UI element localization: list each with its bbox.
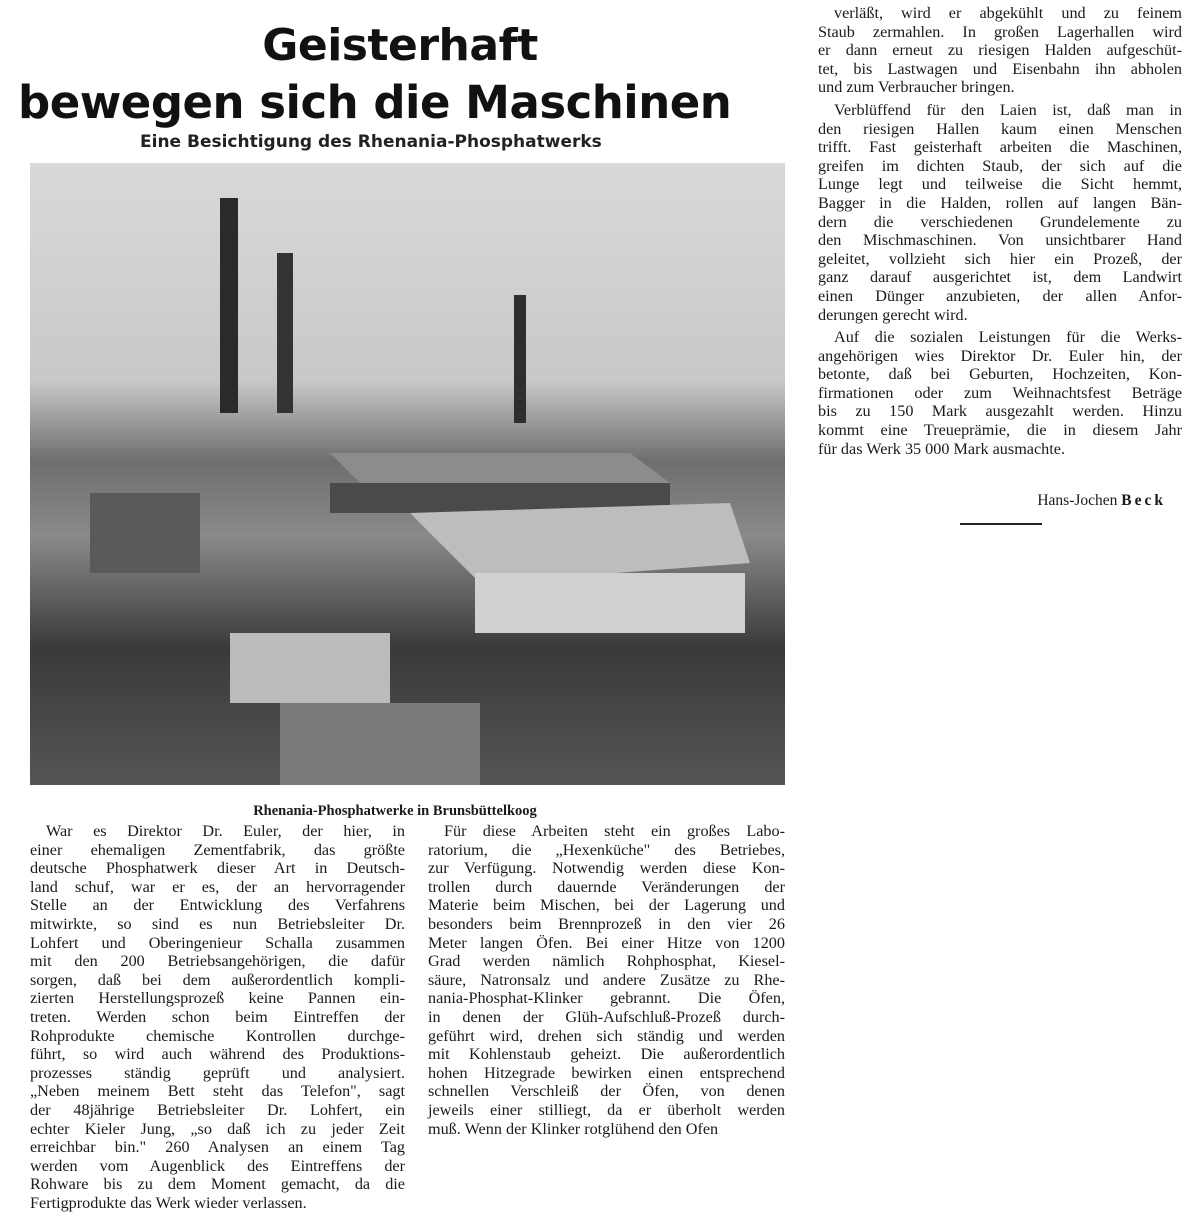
byline: [818, 492, 1166, 510]
text-line: Meter langen Öfen. Bei einer Hitze von 1200: [428, 933, 785, 952]
text-line: Materie beim Mischen, bei der Lagerung und: [428, 896, 785, 915]
text-line: bis zu 150 Mark ausgezahlt werden. Hinzu: [818, 402, 1182, 421]
text-line: den Mischmaschinen. Von unsichtbarer Hand: [818, 231, 1182, 250]
text-line: deutsche Phosphatwerk dieser Art in Deutsch-: [30, 859, 405, 878]
paragraph: [818, 4, 1182, 97]
text-line: erreichbar bin." 260 Analysen an einem Tag: [30, 1138, 405, 1157]
column-right: [818, 4, 1182, 458]
text-line: Lunge legt und teilweise die Sicht hemmt,: [818, 175, 1182, 194]
paragraph: [428, 822, 785, 1138]
text-line: War es Direktor Dr. Euler, der hier, in: [46, 822, 405, 840]
text-line: land schuf, war er es, der an hervorragender: [30, 877, 405, 896]
text-line: greifen im dichten Staub, der sich auf die: [818, 156, 1182, 175]
text-line: sorgen, daß bei dem außerordentlich kompli-: [30, 970, 405, 989]
text-line: mitwirkte, so sind es nun Betriebsleiter Dr.: [30, 914, 405, 933]
text-line: prozesses ständig geprüft und analysiert.: [30, 1063, 405, 1082]
text-line: führt, so wird auch während des Produktions-: [30, 1045, 405, 1064]
text-line: mit den 200 Betriebsangehörigen, die dafür: [30, 952, 405, 971]
text-line: tet, bis Lastwagen und Eisenbahn ihn abholen: [818, 59, 1182, 78]
text-line: betonte, daß bei Geburten, Hochzeiten, Kon-: [818, 365, 1182, 384]
paragraph: [30, 822, 405, 1212]
text-line: geführt wird, drehen sich ständig und werden: [428, 1026, 785, 1045]
text-line: Lohfert und Oberingenieur Schalla zusammen: [30, 933, 405, 952]
text-line: echter Kieler Jung, „so daß ich zu jeder Zeit: [30, 1119, 405, 1138]
text-line: Rohprodukte chemische Kontrollen durchge-: [30, 1026, 405, 1045]
text-line: ganz darauf ausgerichtet ist, dem Landwirt: [818, 268, 1182, 287]
column-left: [30, 822, 405, 1212]
headline-line-1: Geisterhaft: [262, 20, 538, 71]
text-line: einen Dünger anzubieten, der allen Anfor-: [818, 286, 1182, 305]
author-first-name: Hans-Jochen: [1037, 492, 1118, 509]
text-line: Stelle an der Entwicklung des Verfahrens: [30, 896, 405, 915]
text-line: zierten Herstellungsprozeß keine Pannen ein-: [30, 989, 405, 1008]
text-line: Für diese Arbeiten steht ein großes Labo-: [444, 822, 785, 840]
text-line: und zum Verbraucher bringen.: [818, 78, 1015, 97]
text-line: „Neben meinem Bett steht das Telefon", sagt: [30, 1082, 405, 1101]
text-line: Grad werden nämlich Rohphosphat, Kiesel-: [428, 952, 785, 971]
text-line: Fertigprodukte das Werk wieder verlassen.: [30, 1193, 307, 1212]
text-line: Auf die sozialen Leistungen für die Werks-: [834, 328, 1182, 347]
author-last-name: Beck: [1121, 492, 1166, 509]
text-line: werden vom Augenblick des Eintreffens der: [30, 1156, 405, 1175]
text-line: ratorium, die „Hexenküche" des Betriebes,: [428, 840, 785, 859]
text-line: kommt eine Treueprämie, die in diesem Jahr: [818, 421, 1182, 440]
subtitle: Eine Besichtigung des Rhenania-Phosphatwerks: [140, 132, 602, 152]
text-line: der 48jährige Betriebsleiter Dr. Lohfert, ein: [30, 1100, 405, 1119]
text-line: trollen durch dauernde Veränderungen der: [428, 877, 785, 896]
headline-line-2: bewegen sich die Maschinen: [18, 76, 732, 129]
text-line: muß. Wenn der Klinker rotglühend den Ofen: [428, 1119, 719, 1138]
text-line: geleitet, vollzieht sich hier ein Prozeß, der: [818, 249, 1182, 268]
text-line: Staub zermahlen. In großen Lagerhallen wird: [818, 22, 1182, 41]
text-line: den riesigen Hallen kaum einen Menschen: [818, 119, 1182, 138]
text-line: für das Werk 35 000 Mark ausmachte.: [818, 439, 1065, 458]
text-line: hohen Hitzegrade bewirken einen entsprechend: [428, 1063, 785, 1082]
column-middle: [428, 822, 785, 1138]
text-line: in denen der Glüh-Aufschluß-Prozeß durch-: [428, 1007, 785, 1026]
text-line: verläßt, wird er abgekühlt und zu feinem: [834, 4, 1182, 22]
text-line: jeweils einer stilliegt, da er überholt werden: [428, 1100, 785, 1119]
factory-photo: [30, 163, 785, 785]
text-line: zur Verfügung. Notwendig werden diese Kon-: [428, 859, 785, 878]
factory-illustration: [30, 163, 785, 785]
text-line: firmationen oder zum Weihnachtsfest Beträge: [818, 383, 1182, 402]
text-line: derungen gerecht wird.: [818, 305, 968, 324]
text-line: säure, Natronsalz und andere Zusätze zu Rhe-: [428, 970, 785, 989]
text-line: treten. Werden schon beim Eintreffen der: [30, 1007, 405, 1026]
text-line: Verblüffend für den Laien ist, daß man in: [834, 100, 1182, 119]
paragraph: [818, 101, 1182, 324]
photo-caption: Rhenania-Phosphatwerke in Brunsbüttelkoog: [253, 803, 537, 819]
text-line: schnellen Verschleiß der Öfen, von denen: [428, 1082, 785, 1101]
text-line: dern die verschiedenen Grundelemente zu: [818, 212, 1182, 231]
text-line: Rohware bis zu dem Moment gemacht, da die: [30, 1175, 405, 1194]
text-line: mit Kohlenstaub geheizt. Die außerordentlich: [428, 1045, 785, 1064]
text-line: einer ehemaligen Zementfabrik, das größte: [30, 840, 405, 859]
text-line: nania-Phosphat-Klinker gebrannt. Die Öfen,: [428, 989, 785, 1008]
text-line: trifft. Fast geisterhaft arbeiten die Maschinen,: [818, 138, 1182, 157]
text-line: er dann erneut zu riesigen Halden aufgeschüt-: [818, 41, 1182, 60]
text-line: angehörigen wies Direktor Dr. Euler hin, der: [818, 346, 1182, 365]
end-rule: [960, 523, 1042, 525]
paragraph: [818, 328, 1182, 458]
text-line: besonders beim Brennprozeß in den vier 26: [428, 914, 785, 933]
text-line: Bagger in die Halden, rollen auf langen Bän-: [818, 193, 1182, 212]
